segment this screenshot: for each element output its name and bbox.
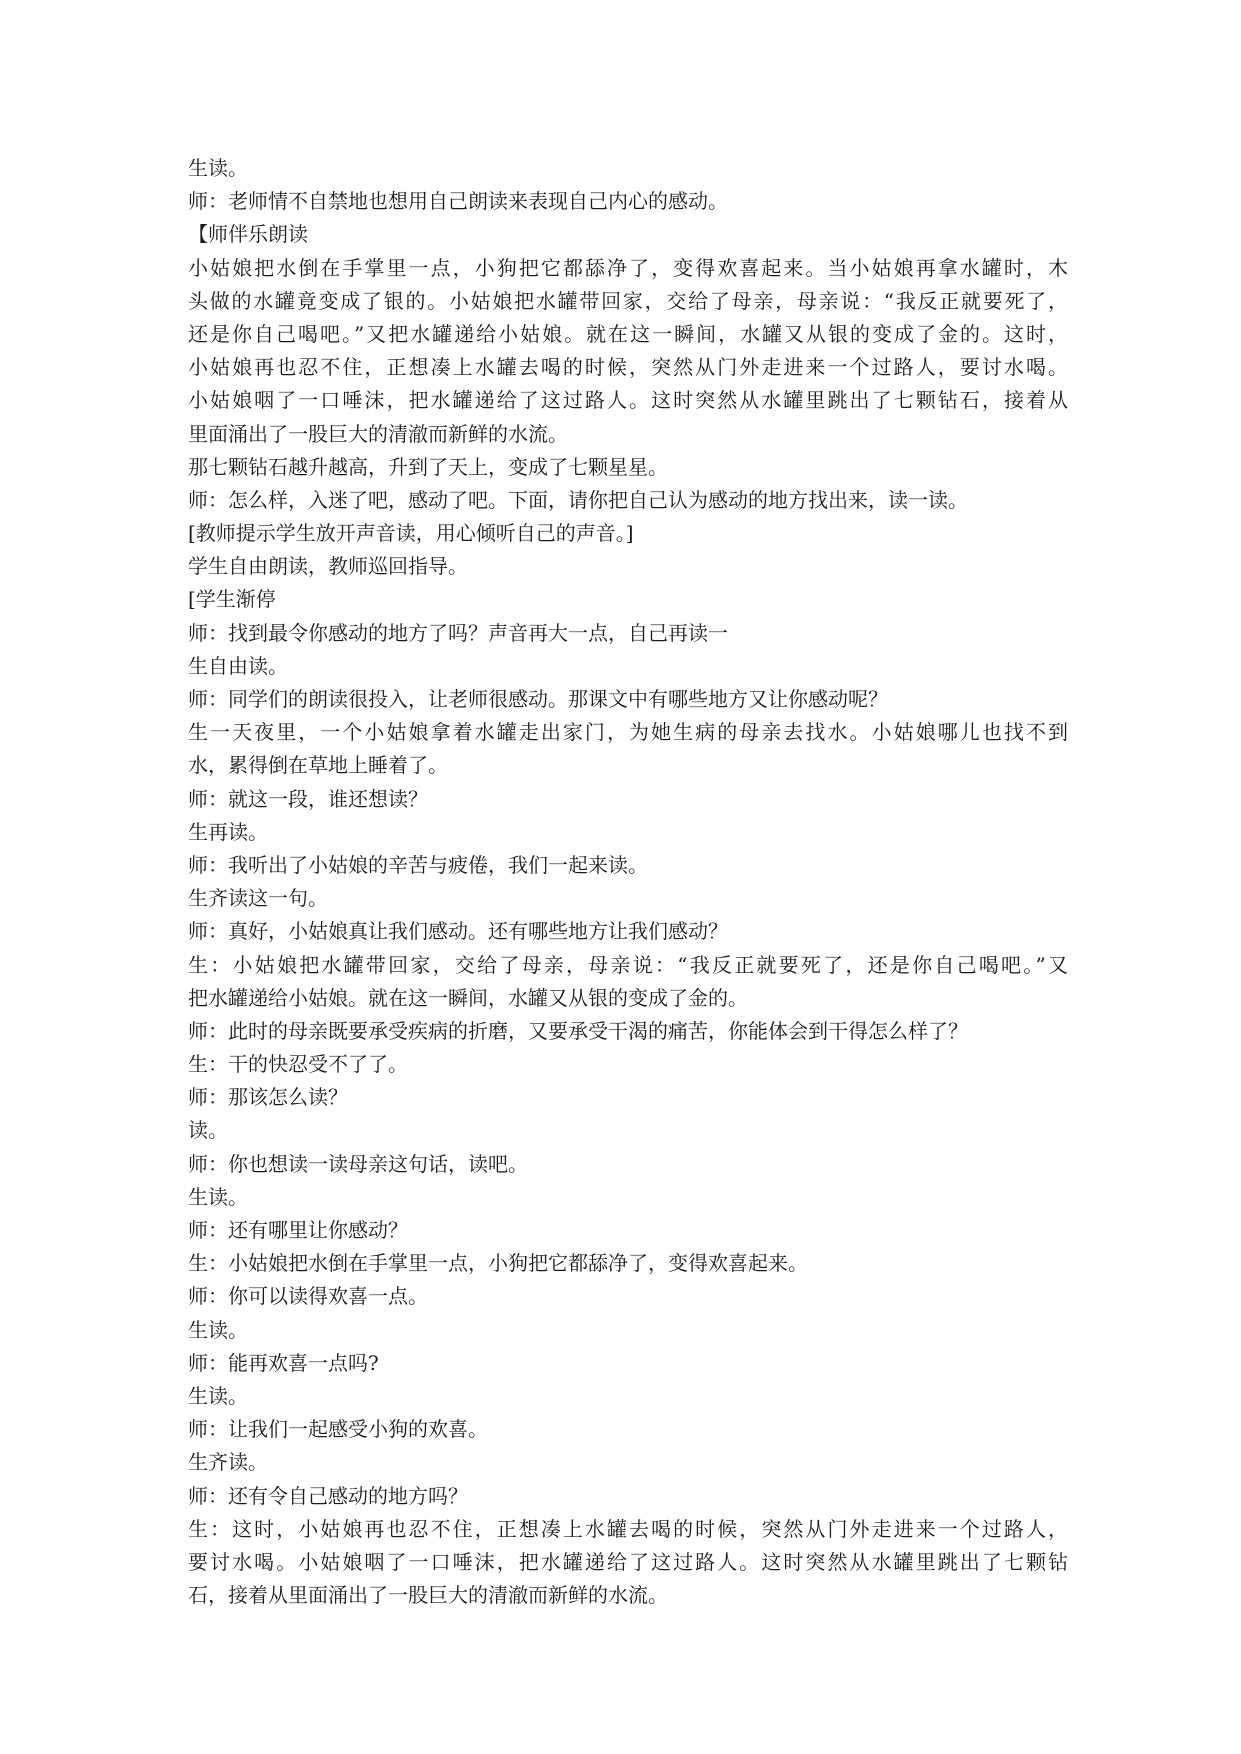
- text-line: 师：老师情不自禁地也想用自己朗读来表现自己内心的感动。: [188, 189, 728, 214]
- text-line: 师：同学们的朗读很投入，让老师很感动。那课文中有哪些地方又让你感动呢？: [188, 687, 888, 711]
- text-line: 小姑娘把水倒在手掌里一点，小狗把它都舔净了，变得欢喜起来。当小姑娘再拿水罐时，木: [188, 255, 1068, 280]
- text-line: 师：那该怎么读？: [188, 1085, 348, 1110]
- text-line: 生读。: [188, 156, 248, 180]
- text-line: 那七颗钻石越升越高，升到了天上，变成了七颗星星。: [188, 454, 668, 479]
- text-line: 生读。: [188, 1317, 248, 1342]
- text-line: 师：还有令自己感动的地方吗？: [188, 1483, 468, 1508]
- text-line: 生：这时，小姑娘再也忍不住，正想凑上水罐去喝的时候，突然从门外走进来一个过路人，: [188, 1516, 1068, 1541]
- text-line: 师：此时的母亲既要承受疾病的折磨，又要承受干渴的痛苦，你能体会到干得怎么样了？: [188, 1018, 968, 1043]
- text-line: 头做的水罐竟变成了银的。小姑娘把水罐带回家，交给了母亲，母亲说：“我反正就要死了，: [188, 288, 1068, 313]
- text-line: 生：干的快忍受不了了。: [188, 1052, 408, 1077]
- text-line: 生读。: [188, 1184, 248, 1209]
- text-line: 读。: [188, 1118, 228, 1143]
- text-line: 生：小姑娘把水罐带回家，交给了母亲，母亲说：“我反正就要死了，还是你自己喝吧。”又: [188, 952, 1068, 977]
- text-line: 小姑娘再也忍不住，正想凑上水罐去喝的时候，突然从门外走进来一个过路人，要讨水喝。: [188, 355, 1068, 380]
- text-line: 要讨水喝。小姑娘咽了一口唾沫，把水罐递给了这过路人。这时突然从水罐里跳出了七颗钻: [188, 1549, 1068, 1574]
- text-line: 师：让我们一起感受小狗的欢喜。: [188, 1417, 488, 1442]
- text-line: 水，累得倒在草地上睡着了。: [188, 753, 448, 778]
- text-line: 生齐读。: [188, 1450, 268, 1475]
- text-line: 师：还有哪里让你感动？: [188, 1218, 408, 1242]
- text-line: 里面涌出了一股巨大的清澈而新鲜的水流。: [188, 421, 568, 446]
- document-page: [188, 152, 1068, 1612]
- text-line: 生自由读。: [188, 653, 288, 678]
- text-line: 师：你可以读得欢喜一点。: [188, 1284, 428, 1309]
- text-line: 师：找到最令你感动的地方了吗？声音再大一点，自己再读一: [188, 620, 728, 645]
- text-line: 师：能再欢喜一点吗?: [188, 1350, 379, 1375]
- text-line: 还是你自己喝吧。”又把水罐递给小姑娘。就在这一瞬间，水罐又从银的变成了金的。这时，: [188, 321, 1068, 346]
- text-line: 学生自由朗读，教师巡回指导。: [188, 554, 468, 579]
- text-line: 师：怎么样，入迷了吧，感动了吧。下面，请你把自己认为感动的地方找出来，读一读。: [188, 487, 968, 512]
- text-line: 生：小姑娘把水倒在手掌里一点，小狗把它都舔净了，变得欢喜起来。: [188, 1251, 808, 1276]
- text-line: 生再读。: [188, 819, 268, 844]
- text-line: 师：就这一段，谁还想读？: [188, 786, 428, 811]
- text-line: 小姑娘咽了一口唾沫，把水罐递给了这过路人。这时突然从水罐里跳出了七颗钻石，接着从: [188, 388, 1068, 413]
- text-line: 把水罐递给小姑娘。就在这一瞬间，水罐又从银的变成了金的。: [188, 985, 748, 1010]
- text-line: 师：我听出了小姑娘的辛苦与疲倦，我们一起来读。: [188, 852, 648, 877]
- text-line: 生读。: [188, 1383, 248, 1408]
- text-line: 生齐读这一句。: [188, 886, 328, 911]
- text-line: 【师伴乐朗读: [188, 222, 308, 247]
- text-line: [学生渐停: [188, 587, 276, 612]
- text-line: 师：你也想读一读母亲这句话，读吧。: [188, 1151, 528, 1176]
- text-line: [教师提示学生放开声音读，用心倾听自己的声音。]: [188, 521, 634, 546]
- text-line: 生一天夜里，一个小姑娘拿着水罐走出家门，为她生病的母亲去找水。小姑娘哪儿也找不到: [188, 720, 1068, 745]
- text-line: 师：真好，小姑娘真让我们感动。还有哪些地方让我们感动？: [188, 919, 728, 944]
- text-line: 石，接着从里面涌出了一股巨大的清澈而新鲜的水流。: [188, 1583, 668, 1608]
